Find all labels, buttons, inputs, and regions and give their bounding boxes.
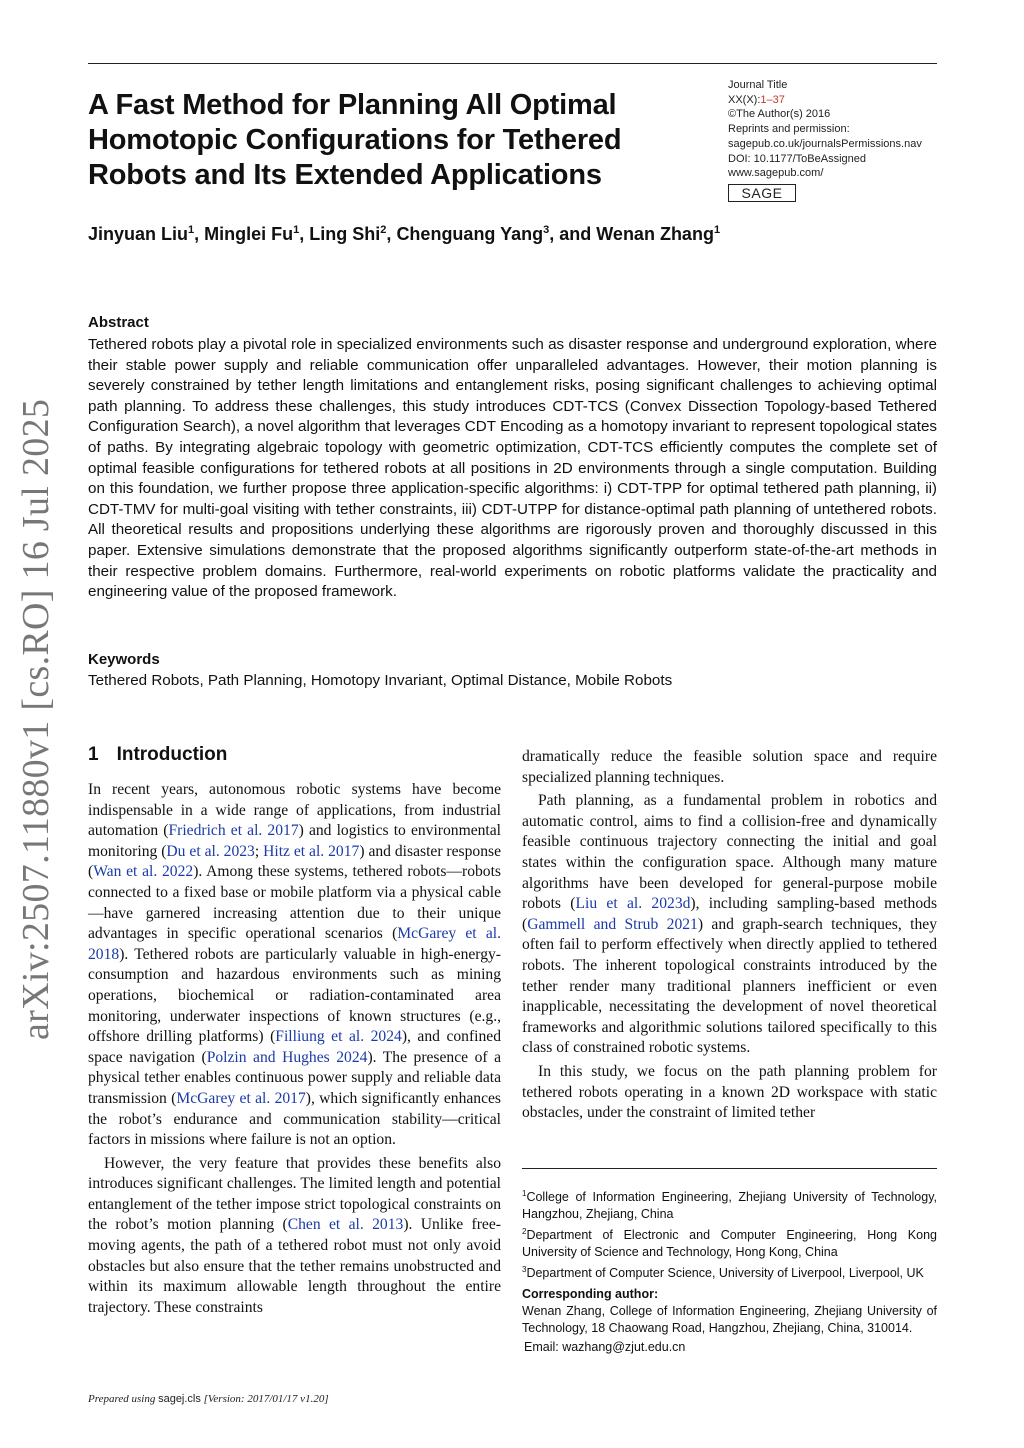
right-column xyxy=(522,747,937,1124)
author-affiliation-marker: 3 xyxy=(543,224,550,236)
body-text: ; xyxy=(254,842,264,860)
journal-copyright: ©The Author(s) 2016 xyxy=(728,108,831,121)
abstract-text: Tethered robots play a pivotal role in specialized environments such as disaster response and underground exploration, where their stable power supply and reliable communication offer unparalleled advantages. However, their motion planning is severely constrained by tether length limitations and entanglement risks, posing significant challenges to achieving optimal path planning. To address these challenges, this study introduces CDT-TCS (Convex Dissection Topology-based Tethered Configuration Search), a novel algorithm that leverages CDT Encoding as a homotopy invariant to represent topological states of paths. By integrating algebraic topology with geometric optimization, CDT-TCS efficiently computes the complete set of optimal feasible configurations for tethered robots at all positions in 2D environments through a single computation. Building on this foundation, we further propose three application-specific algorithms: i) CDT-TPP for optimal tethered path planning, ii) CDT-TMV for multi-goal visiting with tether constraints, iii) CDT-UTPP for distance-optimal path planning of untethered robots. All theoretical results and propositions underlying these algorithms are rigorously proven and thoroughly discussed in this paper. Extensive simulations demonstrate that the proposed algorithms significantly outperform state-of-the-art methods in their respective problem domains. Furthermore, real-world experiments on robotic platforms validate the practicality and engineering value of the proposed framework. xyxy=(88,336,937,601)
author-separator: , xyxy=(386,224,397,244)
author-affiliation-marker: 1 xyxy=(713,224,721,236)
body-paragraph xyxy=(522,791,937,1059)
citation-link[interactable]: Du et al. 2023 xyxy=(166,842,255,860)
body-text: Path planning, as a fundamental problem in robotics and automatic control, aims to find a collision-free and dynamically feasible continuous trajectory connecting the initial and goal states within the configuration space. Although many mature algorithms have been developed for general-purpose mobile robots ( xyxy=(522,792,937,913)
journal-permissions-url[interactable]: sagepub.co.uk/journalsPermissions.nav xyxy=(728,137,922,150)
journal-reprints: Reprints and permission: xyxy=(728,123,850,136)
affiliation-text: College of Information Engineering, Zhejiang University of Technology, Hangzhou, Zhejiang, China xyxy=(522,1190,937,1222)
journal-name: Journal Title xyxy=(728,79,788,91)
affiliation-marker: 2 xyxy=(522,1227,527,1237)
section-number: 1 xyxy=(88,744,99,765)
citation-link[interactable]: Liu et al. 2023d xyxy=(575,895,691,913)
author-affiliation-marker: 1 xyxy=(188,224,195,236)
journal-pages[interactable]: 1–37 xyxy=(760,93,785,106)
body-paragraph xyxy=(88,780,501,1151)
author-separator: , and xyxy=(549,224,597,244)
section-heading xyxy=(88,744,227,766)
affiliation-entry xyxy=(522,1185,937,1223)
top-rule xyxy=(88,63,937,64)
affiliation-marker: 1 xyxy=(522,1189,527,1198)
author-name: Wenan Zhang xyxy=(596,224,714,244)
body-text: ) and logistics to environmental monitoring ( xyxy=(88,822,502,860)
corresponding-heading: Corresponding author: xyxy=(522,1287,659,1301)
affiliations xyxy=(522,1185,937,1282)
author-name: Chenguang Yang xyxy=(396,224,544,244)
citation-link[interactable]: McGarey et al. 2017 xyxy=(176,1089,306,1107)
author-affiliation-marker: 2 xyxy=(380,224,387,236)
footnote-rule xyxy=(522,1168,937,1169)
footer xyxy=(88,1393,329,1405)
body-text: In recent years, autonomous robotic systems have become indispensable in a wide range of applications, from industrial automation ( xyxy=(88,781,501,840)
author-name: Ling Shi xyxy=(309,224,381,244)
corresponding-text: Wenan Zhang, College of Information Engineering, Zhejiang University of Technology, 18 Chaowang Road, Hangzhou, Zhejiang, China, 310014. xyxy=(522,1304,937,1335)
sage-logo: SAGE xyxy=(728,184,796,202)
affiliation-text: Department of Computer Science, University of Liverpool, Liverpool, UK xyxy=(526,1266,924,1281)
footer-suffix: [Version: 2017/01/17 v1.20] xyxy=(200,1393,329,1405)
body-text: ), which significantly enhances the robot’s endurance and communication stability—critical factors in missions where failure is not an option. xyxy=(88,1089,501,1149)
body-text: ). Among these systems, tethered robots—robots connected to a fixed base or mobile platform via a physical cable—have garnered increasing attention due to their unique advantages in specific operational scenarios ( xyxy=(88,863,501,943)
citation-link[interactable]: Hitz et al. 2017 xyxy=(263,842,360,860)
citation-link[interactable]: McGarey et al. 2018 xyxy=(88,925,501,963)
author-affiliation-marker: 1 xyxy=(293,224,300,236)
body-text: In this study, we focus on the path planning problem for tethered robots operating in a known 2D workspace with static obstacles, under the constraint of limited tether xyxy=(522,1062,937,1122)
journal-doi: DOI: 10.1177/ToBeAssigned xyxy=(728,152,866,165)
affiliation-text: Department of Electronic and Computer Engineering, Hong Kong University of Science and Technology, Hong Kong, China xyxy=(522,1228,937,1260)
citation-link[interactable]: Friedrich et al. 2017 xyxy=(168,822,299,840)
citation-link[interactable]: Polzin and Hughes 2024 xyxy=(206,1048,368,1066)
body-text: ). Unlike free-moving agents, the path of a tethered robot must not only avoid obstacles but also ensure that the tether remains unobstructed and within its maximum allowable length throughout the entire trajectory. These constraints xyxy=(88,1216,501,1316)
body-text: However, the very feature that provides these benefits also introduces significant challenges. The limited length and potential entanglement of the tether impose strict topological constraints on the robot’s motion planning ( xyxy=(88,1154,501,1234)
abstract-heading: Abstract xyxy=(88,314,149,331)
journal-volume xyxy=(728,93,943,108)
author-separator: , xyxy=(194,224,205,244)
author-separator: , xyxy=(299,224,310,244)
body-text: ). The presence of a physical tether enables continuous power supply and reliable data transmission ( xyxy=(88,1048,501,1107)
body-text: ), including sampling-based methods ( xyxy=(522,895,938,933)
body-text: ), and confined space navigation ( xyxy=(88,1028,501,1066)
citation-link[interactable]: Chen et al. 2013 xyxy=(287,1216,404,1234)
footer-cls: sagej.cls xyxy=(158,1393,201,1405)
keywords-heading: Keywords xyxy=(88,651,160,668)
arxiv-stamp: arXiv:2507.11880v1 [cs.RO] 16 Jul 2025 xyxy=(15,398,57,1040)
citation-link[interactable]: Wan et al. 2022 xyxy=(93,863,194,881)
journal-volume-prefix: XX(X): xyxy=(728,93,761,106)
journal-website[interactable]: www.sagepub.com/ xyxy=(728,167,824,180)
affiliation-entry xyxy=(522,1223,937,1261)
keywords-text: Tethered Robots, Path Planning, Homotopy Invariant, Optimal Distance, Mobile Robots xyxy=(88,672,673,689)
citation-link[interactable]: Filliung et al. 2024 xyxy=(275,1028,402,1046)
corresponding-email[interactable]: Email: wazhang@zjut.edu.cn xyxy=(524,1340,686,1354)
body-text: dramatically reduce the feasible solution space and require specialized planning techniques. xyxy=(522,748,937,786)
body-text: ) and graph-search techniques, they often fail to perform effectively when directly applied to tethered robots. The inherent topological constraints introduced by the tether render many traditional planners inefficient or even inapplicable, necessitating the development of novel theoretical frameworks and algorithmic solutions tailored specifically to this class of constrained robotic systems. xyxy=(522,915,937,1057)
left-column xyxy=(88,780,501,1318)
author-name: Jinyuan Liu xyxy=(88,224,189,244)
body-text: ) and disaster response ( xyxy=(88,842,501,881)
body-paragraph xyxy=(88,1154,501,1319)
paper-title: A Fast Method for Planning All Optimal Homotopic Configurations for Tethered Robots and Its Extended Applications xyxy=(88,89,622,191)
author-name: Minglei Fu xyxy=(204,224,294,244)
body-paragraph xyxy=(522,1062,937,1124)
body-paragraph xyxy=(522,747,937,788)
section-title: Introduction xyxy=(116,744,228,765)
affiliation-marker: 3 xyxy=(522,1265,527,1275)
footer-prefix: Prepared using xyxy=(88,1393,159,1405)
affiliation-entry xyxy=(522,1261,937,1282)
author-list xyxy=(88,224,937,245)
journal-meta xyxy=(728,78,943,203)
body-text: ). Tethered robots are particularly valuable in high-energy-consumption and hazardous environments such as mining operations, biochemical or radiation-contaminated area monitoring, underwater inspections of known structures (e.g., offshore drilling platforms) ( xyxy=(88,945,501,1046)
citation-link[interactable]: Gammell and Strub 2021 xyxy=(527,915,698,933)
